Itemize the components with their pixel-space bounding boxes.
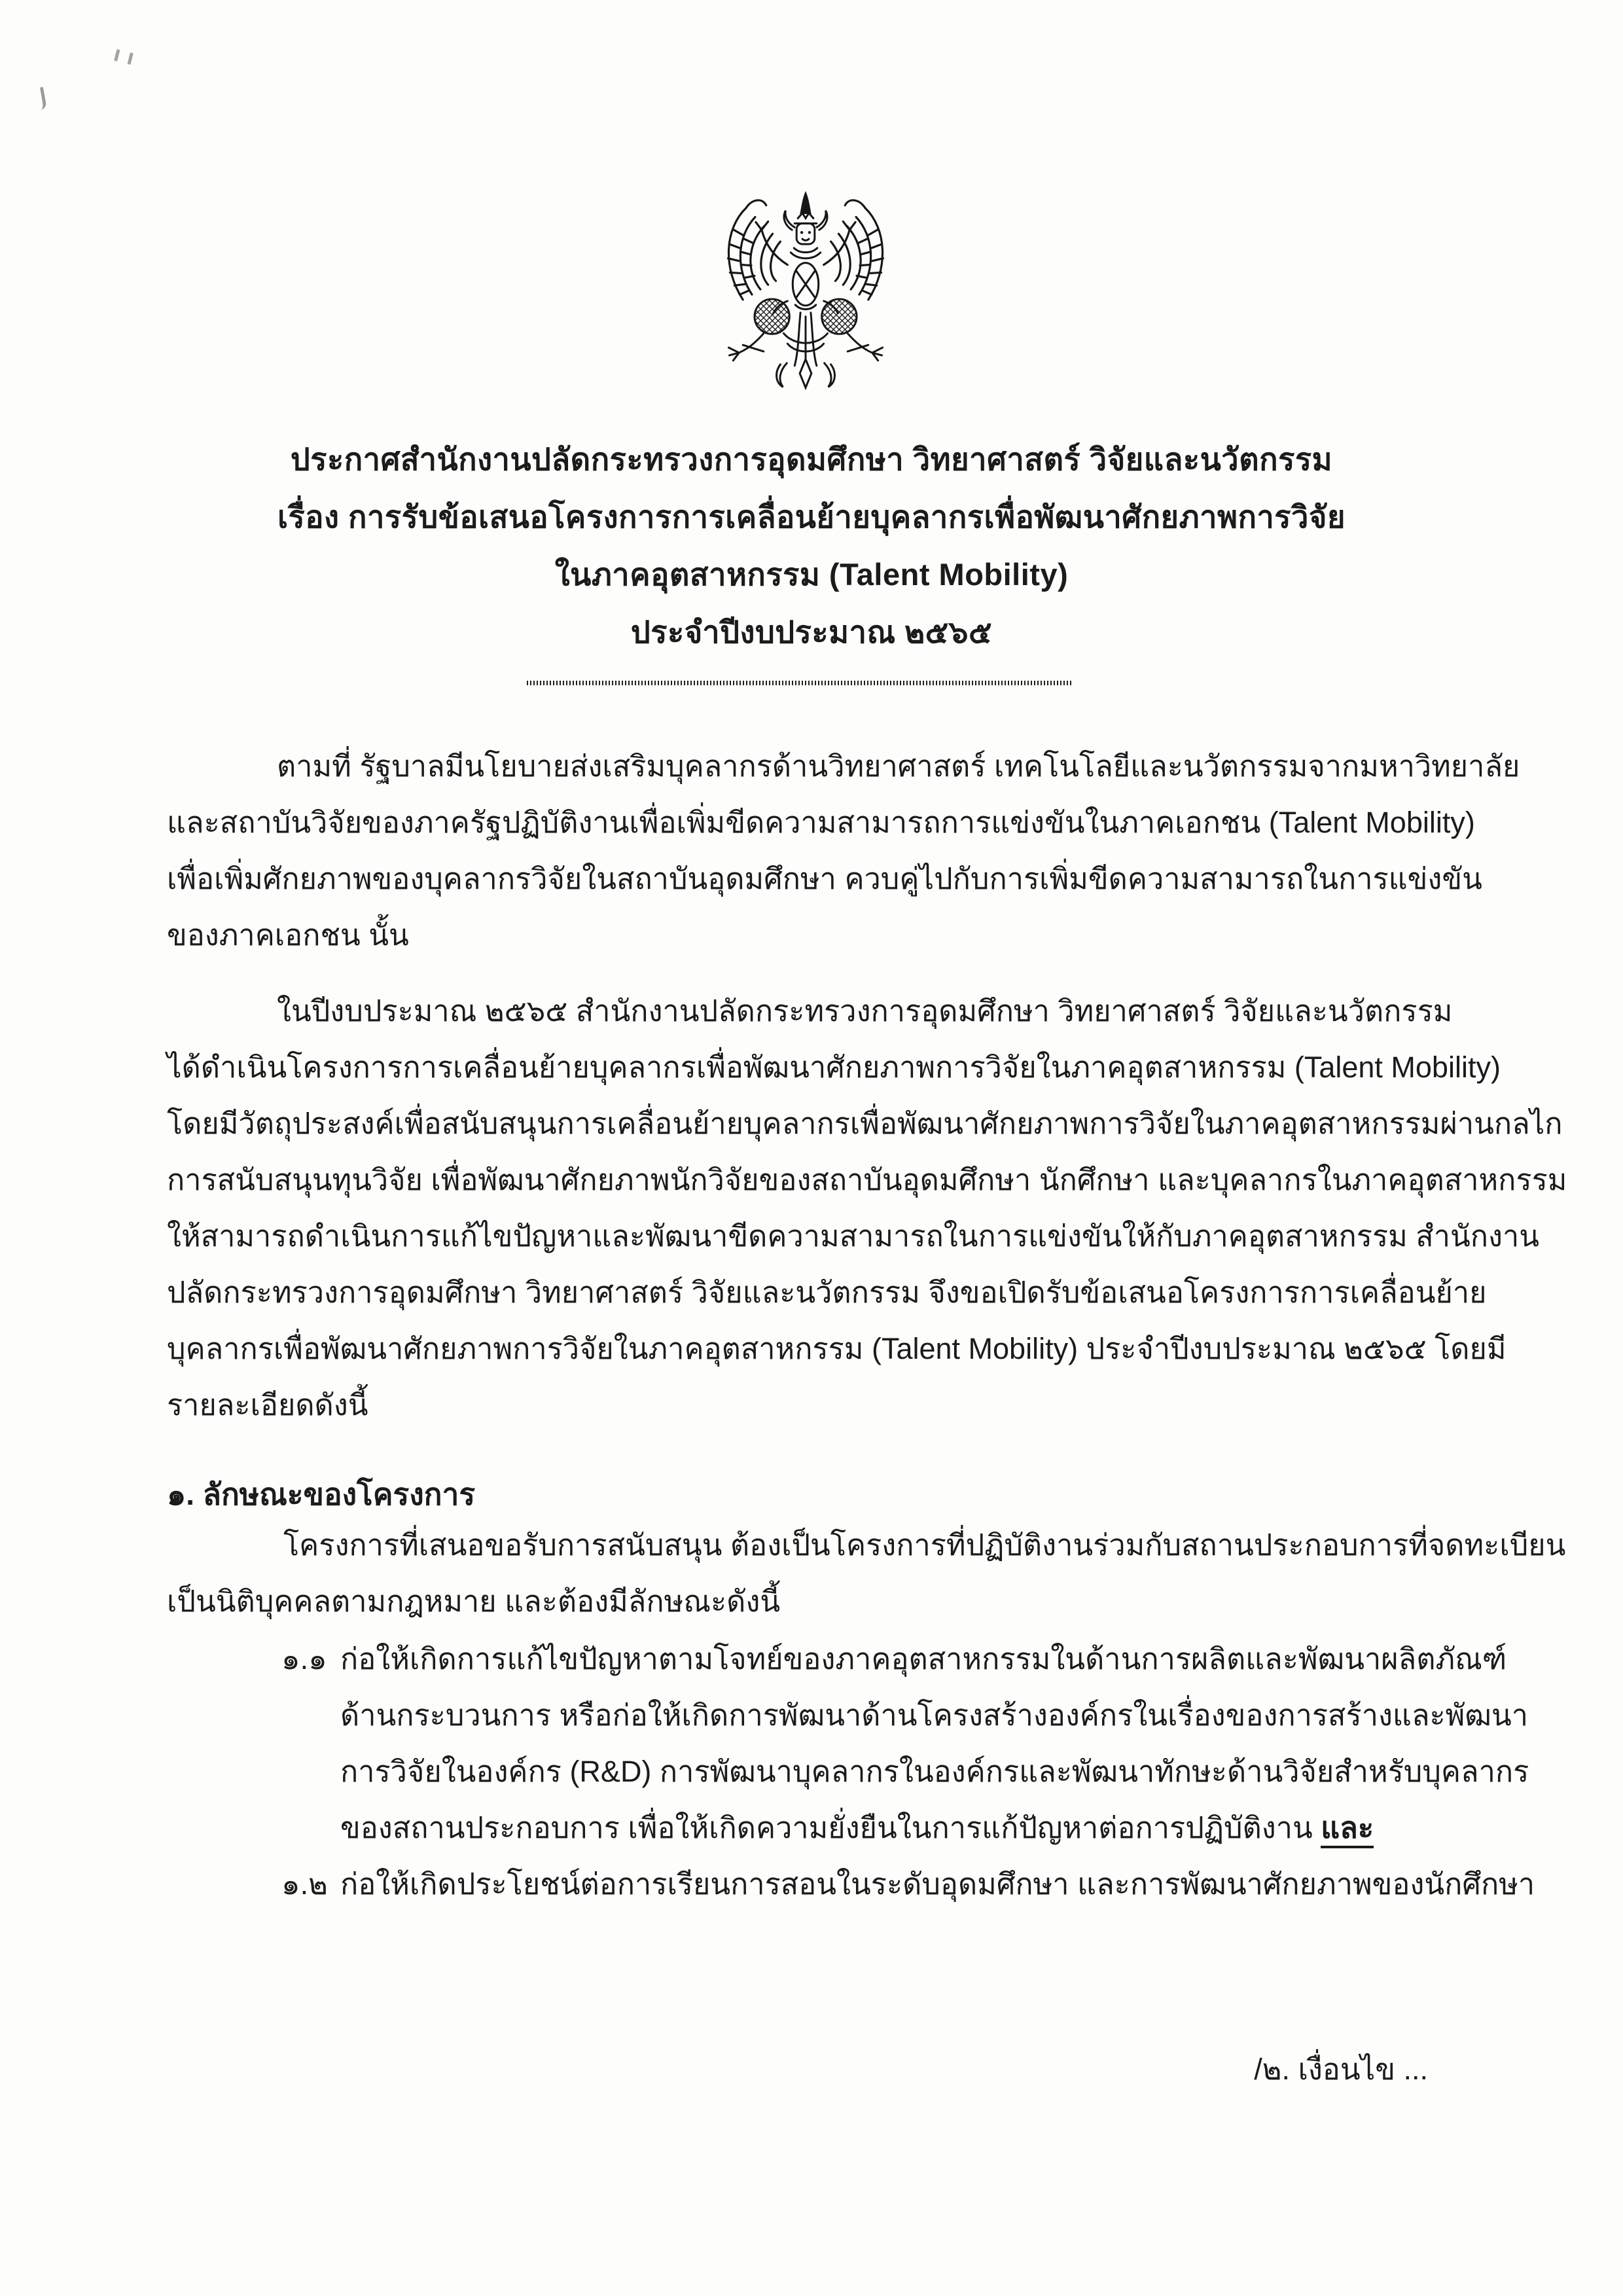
text-line [340,1800,1482,1856]
section-1-intro [167,1517,1566,1630]
item-text: ของสถานประกอบการ เพื่อให้เกิดความยั่งยืนในการแก้ปัญหาต่อการปฏิบัติงาน [340,1811,1321,1844]
item-text: ก่อให้เกิดประโยชน์ต่อการเรียนการสอนในระดับอุดมศึกษา และการพัฒนาศักยภาพของนักศึกษา [340,1867,1535,1901]
text-line: ด้านกระบวนการ หรือก่อให้เกิดการพัฒนาด้านโครงสร้างองค์กรในเรื่องของการสร้างและพัฒนา [340,1698,1529,1732]
document-title [0,431,1623,661]
list-item-1-2 [167,1856,1535,1912]
title-line-1: ประกาศสำนักงานปลัดกระทรวงการอุดมศึกษา วิทยาศาสตร์ วิจัยและนวัตกรรม [290,442,1333,476]
text-line [167,1856,1535,1912]
title-line-2: เรื่อง การรับข้อเสนอโครงการการเคลื่อนย้ายบุคลากรเพื่อพัฒนาศักยภาพการวิจัย [277,499,1346,534]
paragraph-opening [167,738,1520,963]
text-line: เพื่อเพิ่มศักยภาพของบุคลากรวิจัยในสถาบันอุดมศึกษา ควบคู่ไปกับการเพิ่มขีดความสามารถในการแข่งขัน [167,862,1482,895]
text-line: ให้สามารถดำเนินการแก้ไขปัญหาและพัฒนาขีดความสามารถในการแข่งขันให้กับภาคอุตสาหกรรม สำนักงาน [167,1219,1540,1253]
scan-artifact [32,87,47,111]
text-line: โดยมีวัตถุประสงค์เพื่อสนับสนุนการเคลื่อนย้ายบุคลากรเพื่อพัฒนาศักยภาพการวิจัยในภาคอุตสาหกรรมผ่านกลไก [167,1107,1563,1140]
underlined-word: และ [1321,1811,1374,1848]
text-line: โครงการที่เสนอขอรับการสนับสนุน ต้องเป็นโครงการที่ปฏิบัติงานร่วมกับสถานประกอบการที่จดทะเบียน [283,1528,1566,1562]
text-line [167,1631,1507,1687]
title-divider-dotted-line [527,681,1072,685]
text-line: ปลัดกระทรวงการอุดมศึกษา วิทยาศาสตร์ วิจัยและนวัตกรรม จึงขอเปิดรับข้อเสนอโครงการการเคลื่อนย้าย [167,1276,1487,1309]
text-line: การสนับสนุนทุนวิจัย เพื่อพัฒนาศักยภาพนักวิจัยของสถาบันอุดมศึกษา นักศึกษา และบุคลากรในภาคอุตสาหกรรม [167,1163,1567,1196]
text-line: ได้ดำเนินโครงการการเคลื่อนย้ายบุคลากรเพื่อพัฒนาศักยภาพการวิจัยในภาคอุตสาหกรรม (Talent Mobility) [167,1050,1501,1084]
scan-artifact [114,49,134,65]
text-line: บุคลากรเพื่อพัฒนาศักยภาพการวิจัยในภาคอุตสาหกรรม (Talent Mobility) ประจำปีงบประมาณ ๒๕๖๕ โดยมี [167,1332,1507,1365]
item-number: ๑.๒ [281,1867,328,1901]
title-line-3: ในภาคอุตสาหกรรม (Talent Mobility) [554,557,1069,592]
text-line: ของภาคเอกชน นั้น [167,918,409,952]
item-text: ก่อให้เกิดการแก้ไขปัญหาตามโจทย์ของภาคอุตสาหกรรมในด้านการผลิตและพัฒนาผลิตภัณฑ์ [340,1642,1507,1676]
text-line: ในปีงบประมาณ ๒๕๖๕ สำนักงานปลัดกระทรวงการอุดมศึกษา วิทยาศาสตร์ วิจัยและนวัตกรรม [277,994,1453,1028]
title-line-4: ประจำปีงบประมาณ ๒๕๖๕ [630,615,993,649]
page-continuation-note: /๒. เงื่อนไข ... [1254,2053,1428,2086]
garuda-emblem-icon [704,190,907,403]
text-line: และสถาบันวิจัยของภาครัฐปฏิบัติงานเพื่อเพิ่มขีดความสามารถการแข่งขันในภาคเอกชน (Talent Mobility) [167,806,1475,839]
list-item-1-1 [167,1631,1529,1856]
text-line: เป็นนิติบุคคลตามกฎหมาย และต้องมีลักษณะดังนี้ [167,1585,781,1618]
text-line: ตามที่ รัฐบาลมีนโยบายส่งเสริมบุคลากรด้านวิทยาศาสตร์ เทคโนโลยีและนวัตกรรมจากมหาวิทยาลัย [277,749,1520,783]
text-line: การวิจัยในองค์กร (R&D) การพัฒนาบุคลากรในองค์กรและพัฒนาทักษะด้านวิจัยสำหรับบุคลากร [340,1755,1529,1788]
paragraph-program-details [167,983,1567,1433]
item-number: ๑.๑ [281,1642,327,1676]
text-line: รายละเอียดดังนี้ [167,1388,368,1422]
section-1-heading: ๑. ลักษณะของโครงการ [167,1477,476,1511]
